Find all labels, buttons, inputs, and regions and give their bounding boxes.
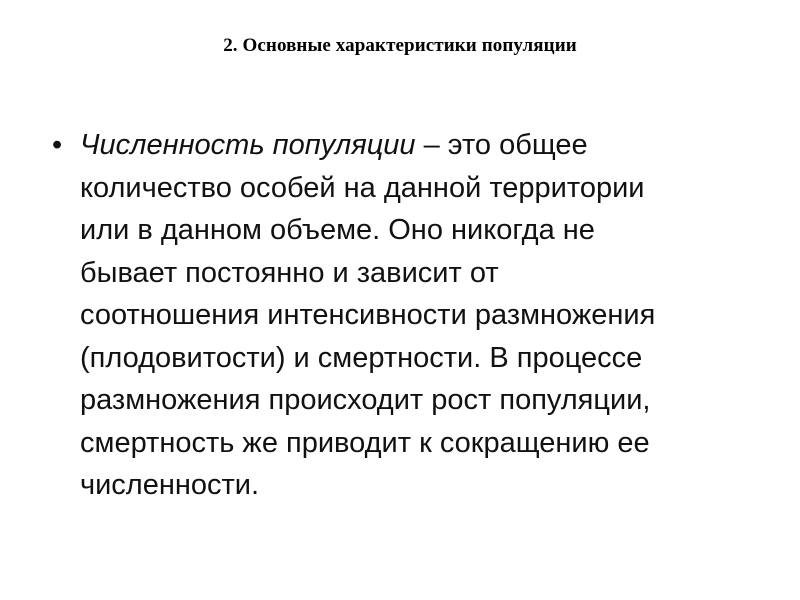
bullet-list — [48, 124, 748, 507]
bullet-item — [48, 124, 748, 507]
bullet-text-line-8: смертность же приводит к сокращению ее — [80, 426, 650, 459]
bullet-text-line-3: или в данном объеме. Оно никогда не — [80, 214, 595, 246]
bullet-marker: • — [52, 129, 63, 161]
bullet-text-line-4: бывает постоянно и зависит от — [80, 256, 499, 289]
bullet-text-line-1: – это общее — [415, 129, 588, 161]
bullet-text-line-2: количество особей на данной территории — [80, 171, 645, 204]
bullet-text-line-5: соотношения интенсивности размножения — [80, 299, 656, 331]
bullet-text-line-9: численности. — [80, 469, 260, 501]
term-italic: Численность популяции — [80, 129, 416, 161]
bullet-text-line-7: размножения происходит рост популяции, — [80, 384, 651, 416]
slide-title: 2. Основные характеристики популяции — [223, 35, 577, 56]
bullet-text-line-6: (плодовитости) и смертности. В процессе — [80, 341, 643, 374]
